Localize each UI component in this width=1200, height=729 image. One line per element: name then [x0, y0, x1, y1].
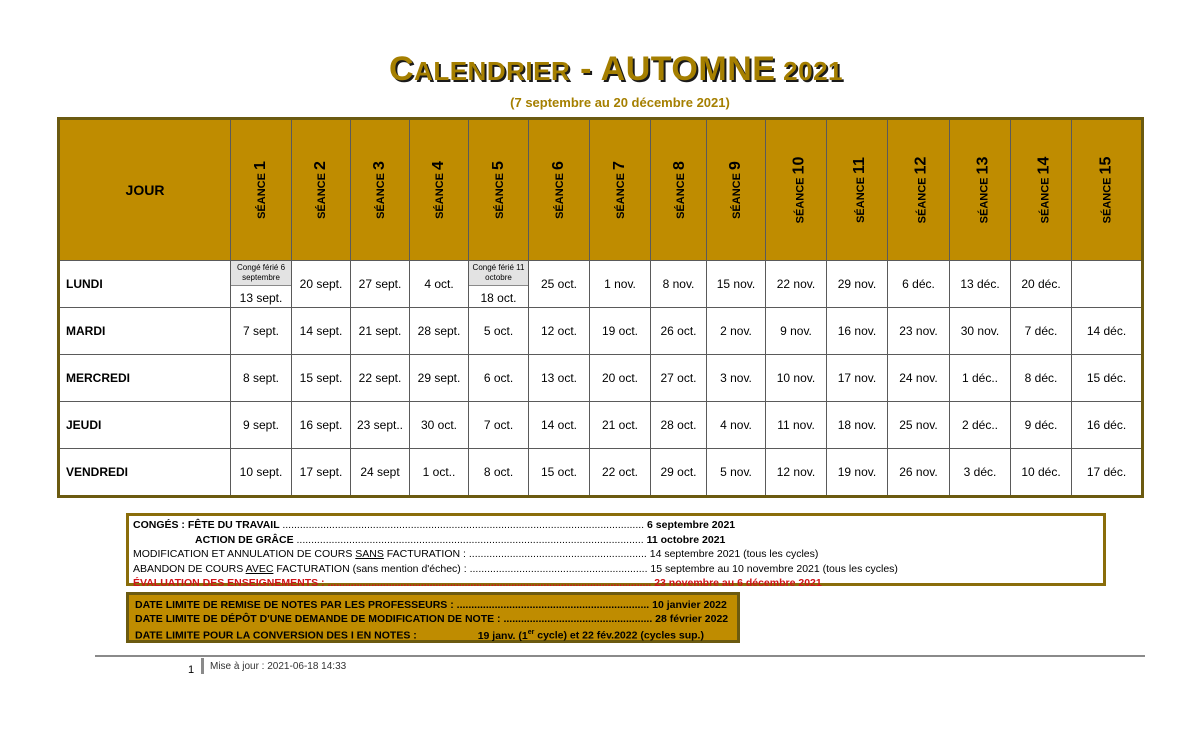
title-season: AUTOMNE [600, 50, 776, 88]
date-cell: 30 oct. [410, 402, 469, 449]
seance-number: 1 [252, 161, 269, 170]
page-number: 1 [188, 664, 195, 676]
date-cell: 15 sept. [292, 355, 351, 402]
seance-word: SÉANCE [375, 173, 387, 219]
note-label: ABANDON DE COURS [133, 562, 246, 575]
date-cell: 28 sept. [410, 308, 469, 355]
date-cell: 15 oct. [529, 449, 590, 497]
date-cell: 28 oct. [651, 402, 707, 449]
date-value: 13 sept. [239, 291, 283, 305]
date-cell: 26 nov. [888, 449, 950, 497]
holiday-note: Congé férié 6 septembre [231, 261, 291, 286]
date-cell: 8 déc. [1011, 355, 1072, 402]
seance-word: SÉANCE [794, 177, 807, 224]
seance-header-13 [950, 119, 1011, 261]
dot-leader: ............................................................. [468, 548, 647, 560]
date-cell: 24 nov. [888, 355, 950, 402]
seance-number: 14 [1035, 156, 1053, 175]
deadline-label: DATE LIMITE POUR LA CONVERSION DES I EN NOTES : [135, 629, 420, 642]
date-cell: 1 déc.. [950, 355, 1011, 402]
page-number-bar [201, 658, 204, 674]
date-cell: 12 oct. [529, 308, 590, 355]
date-cell: 1 oct.. [410, 449, 469, 497]
date-cell [231, 261, 292, 308]
seance-label [974, 157, 992, 224]
deadline-label: DATE LIMITE DE DÉPÔT D'UNE DEMANDE DE MODIFICATION DE NOTE : [135, 613, 504, 625]
note-label: FACTURATION (sans mention d'échec) : [273, 562, 470, 575]
deadline-label: DATE LIMITE DE REMISE DE NOTES PAR LES PROFESSEURS : [135, 599, 457, 611]
date-cell: 27 sept. [351, 261, 410, 308]
table-row [59, 355, 1143, 402]
seance-number: 9 [727, 161, 744, 170]
seance-number: 15 [1097, 156, 1115, 175]
note-value: 6 septembre 2021 [644, 519, 736, 531]
page-title [0, 50, 1200, 89]
date-cell: 9 déc. [1011, 402, 1072, 449]
dot-leader: ................................................... [503, 613, 653, 625]
date-cell: 19 oct. [590, 308, 651, 355]
day-label: LUNDI [59, 261, 231, 308]
seance-number: 3 [371, 161, 388, 170]
seance-header-11 [827, 119, 888, 261]
calendar-table [57, 117, 1144, 498]
date-cell: 29 nov. [827, 261, 888, 308]
deadline-value: cycle) et 22 fév.2022 (cycles sup.) [534, 629, 704, 642]
date-cell: 26 oct. [651, 308, 707, 355]
date-cell: 17 sept. [292, 449, 351, 497]
dot-leader: ............................................................................................................... [327, 577, 652, 589]
table-row [59, 402, 1143, 449]
seance-label [1035, 157, 1053, 224]
dot-leader: ............................................................................................................................ [282, 519, 645, 531]
seance-header-5 [469, 119, 529, 261]
date-value: 18 oct. [480, 291, 517, 305]
date-cell: 6 déc. [888, 261, 950, 308]
date-cell: 21 sept. [351, 308, 410, 355]
seance-number: 12 [912, 156, 930, 175]
note-label: FACTURATION : [383, 548, 469, 560]
seance-header-6 [529, 119, 590, 261]
deadline-conversion [135, 626, 737, 643]
date-cell: 14 sept. [292, 308, 351, 355]
seance-number: 13 [974, 156, 992, 175]
date-cell: 30 nov. [950, 308, 1011, 355]
date-cell: 19 nov. [827, 449, 888, 497]
note-label: CONGÉS : FÊTE DU TRAVAIL [133, 519, 283, 531]
date-cell: 11 nov. [766, 402, 827, 449]
date-cell: 13 oct. [529, 355, 590, 402]
date-cell: 17 nov. [827, 355, 888, 402]
footer-divider [95, 655, 1145, 657]
day-label: MARDI [59, 308, 231, 355]
date-cell: 21 oct. [590, 402, 651, 449]
seance-word: SÉANCE [916, 177, 929, 224]
date-cell: 4 nov. [707, 402, 766, 449]
table-row [59, 308, 1143, 355]
seance-word: SÉANCE [674, 173, 687, 219]
seance-number: 6 [550, 161, 567, 170]
seance-header-2 [292, 119, 351, 261]
note-label: MODIFICATION ET ANNULATION DE COURS [133, 548, 356, 560]
date-cell: 3 déc. [950, 449, 1011, 497]
seance-number: 11 [850, 157, 868, 175]
date-cell: 23 sept.. [351, 402, 410, 449]
date-cell: 17 déc. [1072, 449, 1143, 497]
note-value: 15 septembre au 10 novembre 2021 (tous les cycles) [647, 562, 898, 575]
seance-header-4 [410, 119, 469, 261]
table-row [59, 449, 1143, 497]
date-cell: 4 oct. [410, 261, 469, 308]
seance-header-14 [1011, 119, 1072, 261]
seance-label [550, 161, 568, 219]
date-cell [1072, 261, 1143, 308]
date-cell: 18 nov. [827, 402, 888, 449]
deadline-value: 10 janvier 2022 [649, 599, 727, 611]
title-year: 2021 [775, 56, 844, 86]
date-cell: 23 nov. [888, 308, 950, 355]
dot-leader: ....................................................................................................................... [296, 533, 644, 546]
deadlines-box [126, 592, 740, 643]
seance-word: SÉANCE [854, 177, 867, 223]
date-cell: 25 nov. [888, 402, 950, 449]
seance-word: SÉANCE [434, 173, 446, 219]
seance-word: SÉANCE [978, 177, 991, 224]
deadline-value: 19 janv. (1 [477, 629, 528, 642]
seance-label [312, 161, 330, 219]
date-cell: 5 oct. [469, 308, 529, 355]
date-cell: 16 nov. [827, 308, 888, 355]
date-cell: 13 déc. [950, 261, 1011, 308]
note-fete-travail [133, 518, 1103, 533]
seance-header-12 [888, 119, 950, 261]
date-cell: 16 sept. [292, 402, 351, 449]
seance-number: 4 [430, 161, 447, 170]
date-cell: 2 déc.. [950, 402, 1011, 449]
date-cell: 25 oct. [529, 261, 590, 308]
seance-header-9 [707, 119, 766, 261]
date-cell: 16 déc. [1072, 402, 1143, 449]
seance-word: SÉANCE [615, 173, 627, 219]
seance-label [430, 161, 448, 219]
jour-header: JOUR [59, 119, 231, 261]
dot-leader: .................................................................. [456, 599, 650, 611]
note-label: ACTION DE GRÂCE [195, 533, 297, 546]
seance-word: SÉANCE [256, 173, 268, 219]
note-value: 11 octobre 2021 [643, 533, 726, 546]
date-cell: 15 nov. [707, 261, 766, 308]
seance-number: 2 [312, 161, 329, 170]
date-cell: 27 oct. [651, 355, 707, 402]
note-value: 14 septembre 2021 (tous les cycles) [646, 548, 819, 560]
day-label: MERCREDI [59, 355, 231, 402]
day-label: JEUDI [59, 402, 231, 449]
seance-label [912, 157, 930, 224]
seance-label [611, 161, 629, 219]
seance-word: SÉANCE [731, 173, 743, 219]
date-cell: 1 nov. [590, 261, 651, 308]
seance-number: 7 [611, 161, 628, 170]
note-value: 23 novembre au 6 décembre 2021 [651, 577, 822, 589]
date-cell: 8 oct. [469, 449, 529, 497]
date-cell: 29 sept. [410, 355, 469, 402]
seance-header-10 [766, 119, 827, 261]
holiday-note: Congé férié 11 octobre [469, 261, 528, 286]
note-action-grace [133, 533, 1103, 548]
calendar-body [59, 261, 1143, 497]
date-cell: 22 nov. [766, 261, 827, 308]
seance-label [1097, 157, 1115, 224]
seance-label [790, 157, 808, 224]
note-abandon [133, 562, 1103, 577]
date-cell: 22 oct. [590, 449, 651, 497]
date-cell: 6 oct. [469, 355, 529, 402]
date-cell: 24 sept [351, 449, 410, 497]
seance-header-3 [351, 119, 410, 261]
seance-label [851, 157, 869, 223]
date-cell: 15 déc. [1072, 355, 1143, 402]
date-cell: 2 nov. [707, 308, 766, 355]
date-cell: 20 sept. [292, 261, 351, 308]
header-row [59, 119, 1143, 261]
date-cell: 20 oct. [590, 355, 651, 402]
date-cell: 14 oct. [529, 402, 590, 449]
day-label: VENDREDI [59, 449, 231, 497]
conges-box [126, 513, 1106, 589]
title-separator: - [570, 50, 601, 88]
date-cell: 10 déc. [1011, 449, 1072, 497]
seance-word: SÉANCE [1039, 177, 1052, 224]
seance-label [371, 161, 389, 219]
date-cell: 5 nov. [707, 449, 766, 497]
seance-word: SÉANCE [493, 173, 506, 219]
seance-number: 8 [670, 161, 688, 170]
date-cell: 22 sept. [351, 355, 410, 402]
seance-label [727, 161, 745, 219]
seance-header-15 [1072, 119, 1143, 261]
page-subtitle: (7 septembre au 20 décembre 2021) [510, 95, 730, 110]
date-cell: 9 sept. [231, 402, 292, 449]
seance-label [671, 161, 689, 219]
superscript: er [527, 629, 535, 636]
note-emphasis: SANS [355, 548, 384, 560]
date-cell: 14 déc. [1072, 308, 1143, 355]
date-cell: 9 nov. [766, 308, 827, 355]
date-cell [469, 261, 529, 308]
deadline-modification-note [135, 612, 737, 626]
deadline-value: 28 février 2022 [652, 613, 729, 625]
date-cell: 7 sept. [231, 308, 292, 355]
seance-header-7 [590, 119, 651, 261]
date-cell: 7 déc. [1011, 308, 1072, 355]
seance-word: SÉANCE [554, 173, 566, 219]
date-cell: 29 oct. [651, 449, 707, 497]
date-cell: 7 oct. [469, 402, 529, 449]
date-cell: 8 sept. [231, 355, 292, 402]
last-updated: Mise à jour : 2021-06-18 14:33 [210, 661, 347, 672]
seance-number: 10 [790, 156, 808, 175]
date-cell: 10 sept. [231, 449, 292, 497]
note-label: ÉVALUATION DES ENSEIGNEMENTS : [133, 577, 328, 589]
date-cell: 10 nov. [766, 355, 827, 402]
date-cell: 12 nov. [766, 449, 827, 497]
seance-label [252, 161, 270, 219]
seance-label [490, 161, 508, 219]
note-modification [133, 547, 1103, 562]
table-row [59, 261, 1143, 308]
title-word: ALENDRIER [414, 56, 571, 86]
date-cell: 8 nov. [651, 261, 707, 308]
title-initial: C [388, 50, 415, 88]
seance-header-8 [651, 119, 707, 261]
dot-leader: ............................................................. [469, 562, 648, 575]
note-evaluation [133, 576, 1103, 591]
seance-header-1 [231, 119, 292, 261]
seance-word: SÉANCE [1101, 177, 1114, 224]
seance-word: SÉANCE [316, 173, 328, 219]
deadline-remise-notes [135, 598, 737, 612]
date-cell: 20 déc. [1011, 261, 1072, 308]
date-cell: 3 nov. [707, 355, 766, 402]
note-emphasis: AVEC [245, 562, 274, 575]
seance-number: 5 [489, 161, 507, 170]
